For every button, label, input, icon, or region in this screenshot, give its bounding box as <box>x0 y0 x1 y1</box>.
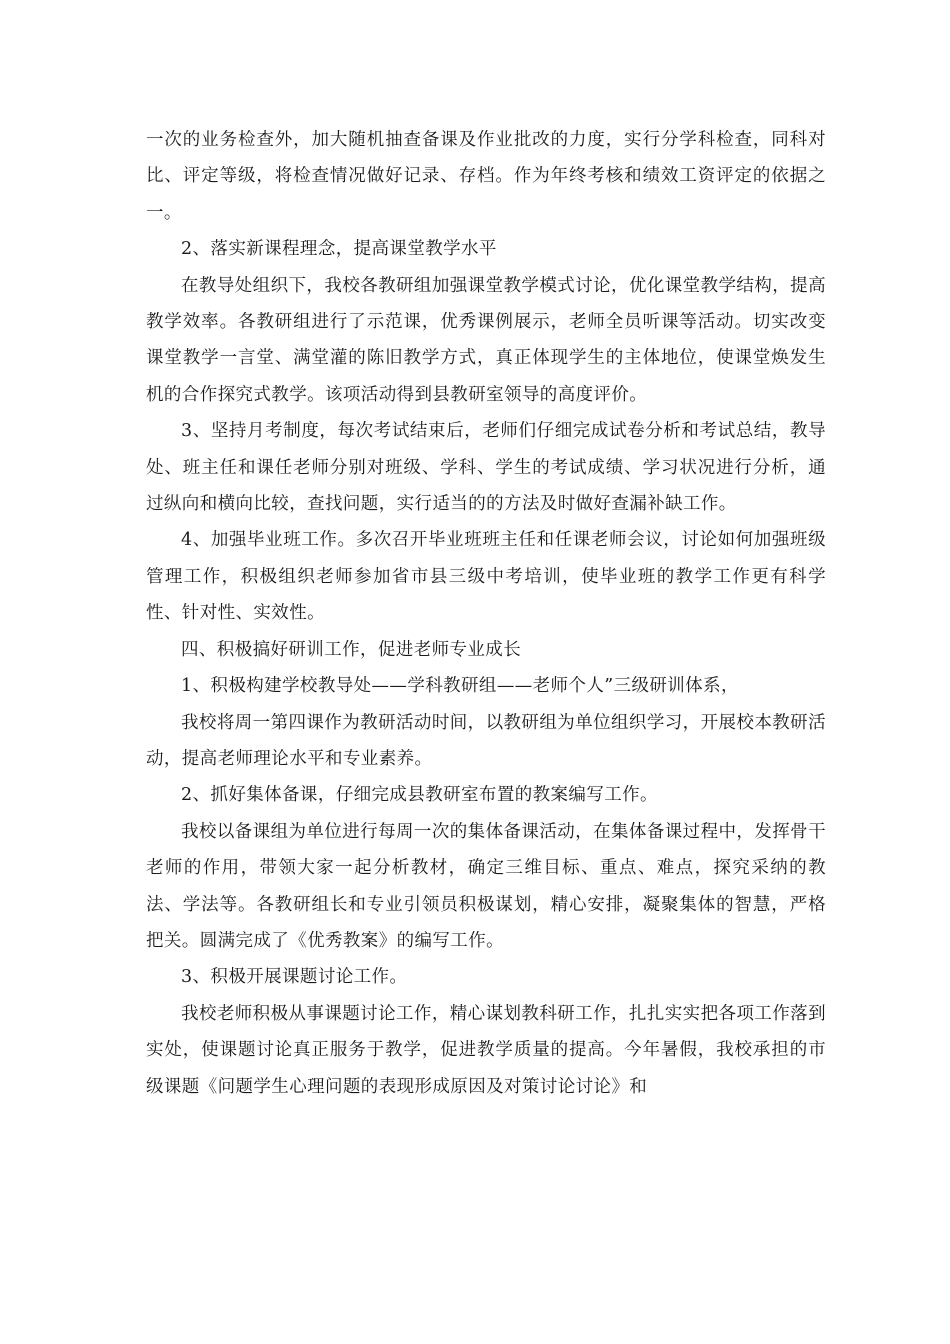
paragraph-2-heading: 2、落实新课程理念，提高课堂教学水平 <box>181 239 497 260</box>
paragraph-4: 3、坚持月考制度，每次考试结束后，老师们仔细完成试卷分析和考试总结，教导处、班主任和课任老师分别对班级、学科、学生的考试成绩、学习状况进行分析，通过纵向和横向比较，查找问题，实行适当的的方法及时做好查漏补缺工作。 <box>146 421 826 515</box>
paragraph-7-heading: 1、积极构建学校教导处——学科教研组——老师个人”三级研训体系， <box>181 676 739 697</box>
paragraph-8: 我校将周一第四课作为教研活动时间，以教研组为单位组织学习，开展校本教研活动，提高老师理论水平和专业素养。 <box>146 712 826 769</box>
paragraph-12: 我校老师积极从事课题讨论工作，精心谋划教科研工作，扎扎实实把各项工作落到实处，使课题讨论真正服务于教学，促进教学质量的提高。今年暑假，我校承担的市级课题《问题学生心理问题的表现形成原因及对策讨论讨论》和 <box>146 1003 826 1097</box>
document-body <box>146 122 826 1105</box>
paragraph-11-heading: 3、积极开展课题讨论工作。 <box>181 967 408 988</box>
paragraph-1: 一次的业务检查外，加大随机抽查备课及作业批改的力度，实行分学科检查，同科对比、评定等级，将检查情况做好记录、存档。作为年终考核和绩效工资评定的依据之一。 <box>146 130 826 223</box>
section-heading-4: 四、积极搞好研训工作，促进老师专业成长 <box>181 639 522 660</box>
paragraph-3: 在教导处组织下，我校各教研组加强课堂教学模式讨论，优化课堂教学结构，提高教学效率。各教研组进行了示范课，优秀课例展示，老师全员听课等活动。切实改变课堂教学一言堂、满堂灌的陈旧教学方式，真正体现学生的主体地位，使课堂焕发生机的合作探究式教学。该项活动得到县教研室领导的高度评价。 <box>146 275 826 405</box>
paragraph-5: 4、加强毕业班工作。多次召开毕业班班主任和任课老师会议，讨论如何加强班级管理工作，积极组织老师参加省市县三级中考培训，使毕业班的教学工作更有科学性、针对性、实效性。 <box>146 530 826 624</box>
paragraph-9-heading: 2、抓好集体备课，仔细完成县教研室布置的教案编写工作。 <box>181 785 658 806</box>
paragraph-10: 我校以备课组为单位进行每周一次的集体备课活动，在集体备课过程中，发挥骨干老师的作用，带领大家一起分析教材，确定三维目标、重点、难点，探究采纳的教法、学法等。各教研组长和专业引领员积极谋划，精心安排，凝聚集体的智慧，严格把关。圆满完成了《优秀教案》的编写工作。 <box>146 821 826 951</box>
